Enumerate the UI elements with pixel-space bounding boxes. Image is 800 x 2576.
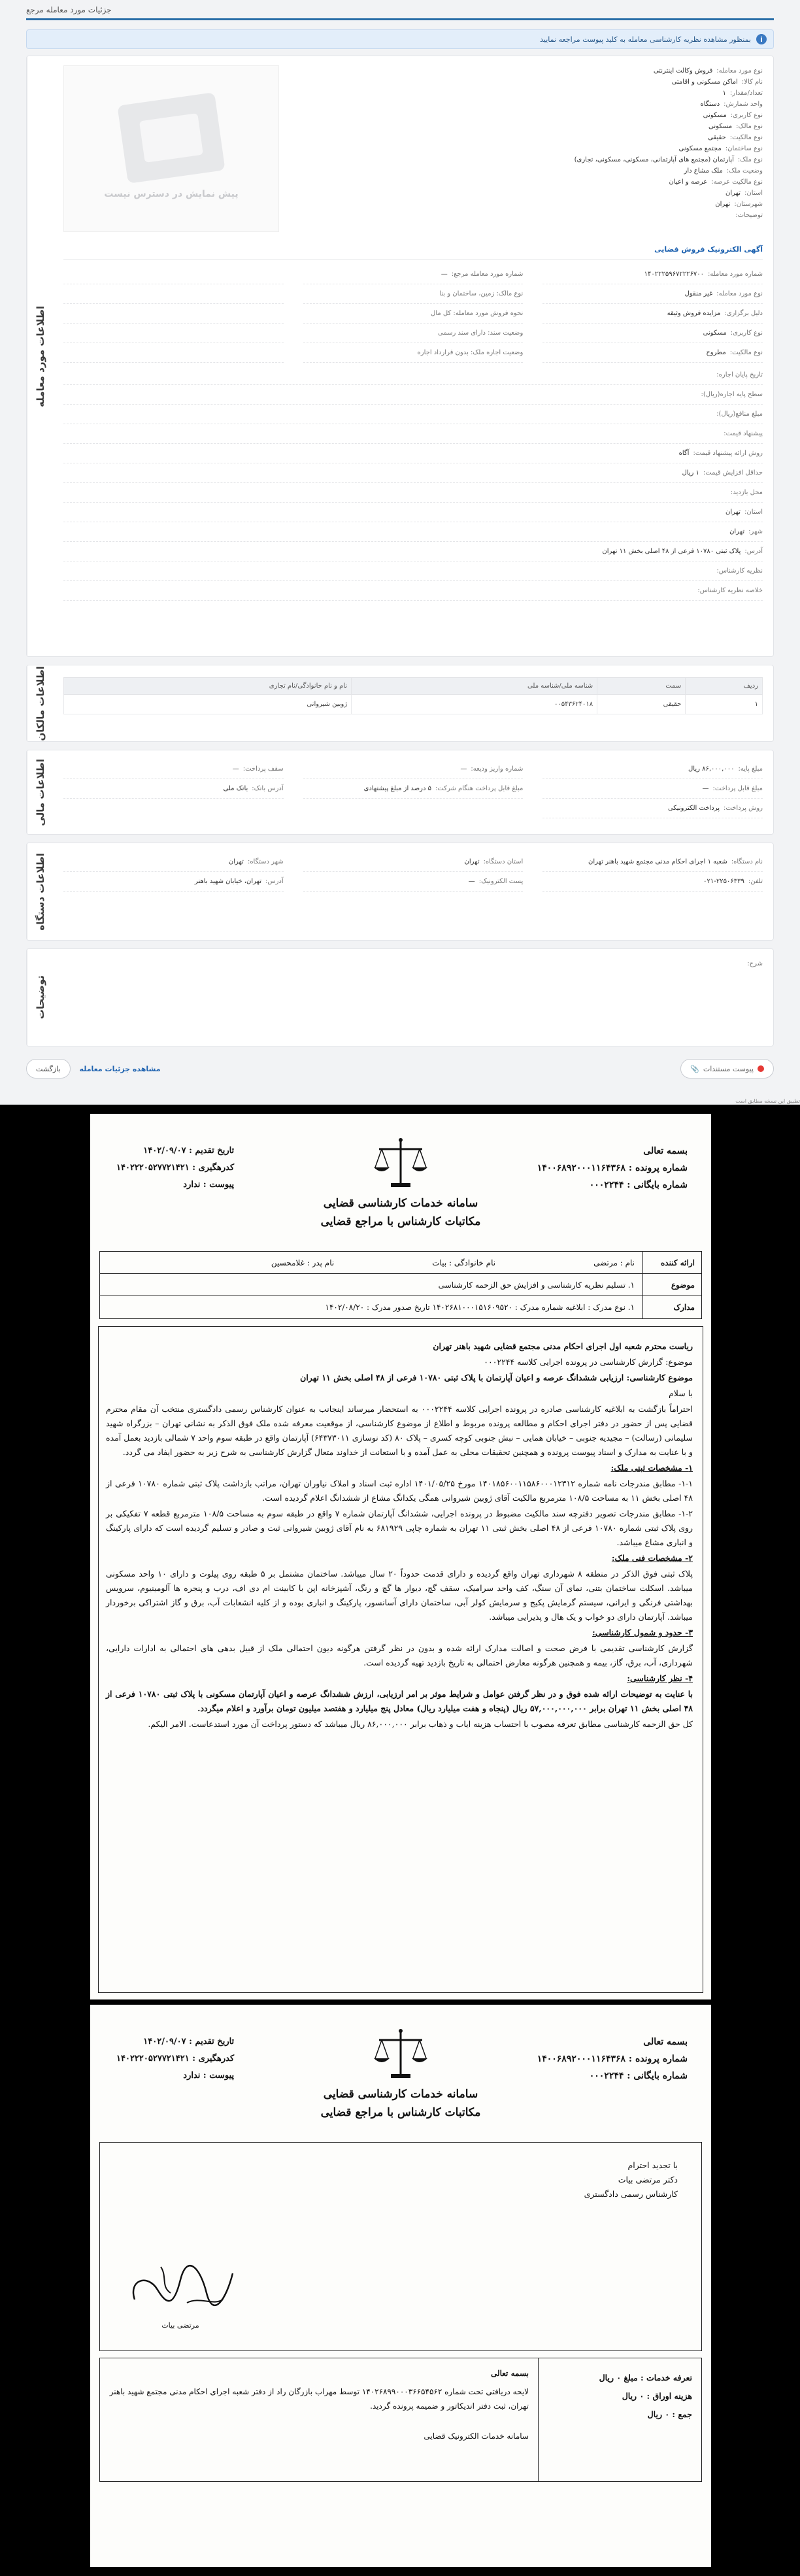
office-label: اطلاعات دستگاه [27,843,53,940]
table-row [64,695,763,714]
auction-link[interactable]: آگهی الکترونیک فروش قضایی [654,245,763,254]
field-label: وضعیت سند: دارای سند رسمی [437,329,524,337]
doc2-signature-box [99,2142,702,2351]
field-label: نظریه کارشناس: [716,567,763,575]
field-label: نام کالا: [741,78,763,86]
field-label: پست الکترونیک: [478,878,524,885]
transaction-body [53,56,773,656]
field-row [303,343,524,363]
notes-text: شرح: [747,960,763,967]
field-label: پیشنهاد قیمت: [724,430,763,437]
signature: مرتضی بیات [118,2254,242,2330]
financial-grid [63,760,763,818]
office-body [53,843,773,940]
field-row [482,99,763,110]
transaction-extra [63,365,763,601]
field-value: عرصه و اعیان [669,178,708,186]
field-row [303,304,524,324]
field-value: تهران [725,190,741,197]
field-value: مجتمع مسکونی [678,145,722,152]
field-label: نام دستگاه: [731,858,763,865]
field-row [63,343,284,363]
field-label: نوع مالکیت عرصه: [711,178,763,186]
field-row [482,199,763,210]
field-label: حداقل افزایش قیمت: [703,469,763,477]
doc1-header-left: تاریخ تقدیم : ۱۴۰۲/۰۹/۰۷ کدرهگیری : ۱۴۰۲۲۲۰۵۲۷۷۲۱۴۲۱ پیوست : ندارد [116,1146,235,1190]
table-cell: ۰۰۵۴۳۶۲۴۰۱۸ [352,695,597,714]
field-label: واحد شمارش: [724,101,763,108]
field-label: نوع مالک: زمین، ساختمان و بنا [439,290,524,297]
doc2-closing: با تجدید احترام دکتر مرتضی بیات کارشناس رسمی دادگستری [584,2160,678,2199]
field-value: — [232,765,239,773]
field-label: دلیل برگزاری: [724,310,763,317]
field-row [482,88,763,99]
owners-header-cell: سمت [597,678,686,695]
financial-section [26,750,774,835]
field-row [542,265,763,284]
notes-label: توضیحات [27,949,53,1046]
field-row [482,110,763,121]
field-value: بانک ملی [223,785,248,792]
transaction-fields [482,65,763,232]
field-row [482,210,763,221]
field-row [63,483,763,503]
field-label: خلاصه نظریه کارشناس: [697,587,763,594]
field-row [542,304,763,324]
field-value: ۱۴۰۲۲۲۵۹۶۷۲۲۲۶۷۰۰ [644,271,704,278]
field-label: آدرس: [265,878,284,885]
alert-badge-icon [758,1065,764,1072]
field-row [303,284,524,304]
field-label: شهر دستگاه: [247,858,284,865]
field-value: ۰۲۱-۲۲۵۰۶۳۳۹ [703,878,744,885]
field-label: شماره مورد معامله مرجع: [451,271,524,278]
field-label: روش پرداخت: [724,805,763,812]
fee-summary: تعرفه خدمات : مبلغ ۰ ریال هزینه اوراق : ۰ ریال جمع : ۰ ریال [538,2358,701,2481]
field-row [63,265,284,284]
field-row [63,503,763,522]
field-row [303,852,524,872]
field-value: تهران، خیابان شهید باهنر [194,878,262,885]
field-row [63,284,284,304]
table-cell: حقیقی [597,695,686,714]
field-row [63,522,763,542]
info-notice [26,29,774,49]
field-value: — [468,878,475,885]
field-label: نحوه فروش مورد معامله: کل مال [431,310,524,317]
table-cell: ۱ [686,695,763,714]
image-placeholder-text: پیش نمایش در دسترس نیست [104,188,239,199]
field-value: غیر منقول [684,290,713,297]
field-row [63,424,763,444]
owners-body [53,665,773,741]
title-underline [26,18,774,20]
transaction-section [26,56,774,657]
field-row [542,779,763,799]
field-label: مبلغ پایه: [738,765,763,773]
field-value: آپارتمان (مجتمع های آپارتمانی، مسکونی، مسکونی، تجاری) [574,156,734,163]
field-label: سطح پایه اجاره(ریال): [701,391,763,398]
field-label: استان: [744,190,763,197]
field-row [542,799,763,818]
field-value: آگاه [678,450,690,457]
field-label: شماره واریز ودیعه: [471,765,524,773]
field-row [482,143,763,154]
office-grid [63,852,763,892]
document-page-2 [90,2005,711,2567]
document-page-1 [90,1114,711,1999]
field-label: مبلغ قابل پرداخت هنگام شرکت: [435,785,524,792]
field-row [542,343,763,363]
field-label: استان: [744,509,763,516]
field-row [63,365,763,385]
field-row [542,324,763,343]
field-row [542,872,763,892]
field-value: ۵ درصد از مبلغ پیشنهادی [363,785,431,792]
field-label: سقف پرداخت: [242,765,284,773]
field-row [63,304,284,324]
field-label: استان دستگاه: [483,858,524,865]
transaction-grid [63,265,763,363]
field-value: مسکونی [708,123,733,130]
field-label: وضعیت اجاره ملک: بدون قرارداد اجاره [417,349,524,356]
field-label: تلفن: [748,878,763,885]
field-row [63,760,284,779]
field-value: مسکونی [703,329,727,337]
field-label: شماره مورد معامله: [707,271,763,278]
field-row [63,581,763,601]
field-row [482,65,763,76]
back-button[interactable]: بازگشت [26,1059,71,1079]
bottom-actions [26,1059,774,1079]
field-row [482,154,763,165]
page-title: جزئیات مورد معامله مرجع [26,5,112,14]
field-value: مطروح [706,349,726,356]
document-viewer[interactable] [0,1105,800,2576]
owners-table [63,677,763,714]
doc1-header [90,1114,711,1258]
field-row [303,324,524,343]
field-row [63,385,763,405]
field-row [542,760,763,779]
receipt-box: بسمه تعالی لایحه دریافتی تحت شماره ۱۴۰۲۶۸۹۹۰۰۰۳۶۶۵۴۵۶۲ توسط مهراب بازرگان راد از دفتر شعبه اجرای احکام مدنی مجتمع شهید باهنر تهران، ثبت دفتر اندیکاتور و ضمیمه پرونده گردید. سامانه خدمات الکترونیک قضایی [109,2369,529,2441]
table-cell: ژوبین شیروانی [64,695,352,714]
paperclip-icon: 📎 [690,1064,699,1073]
owners-section [26,665,774,742]
field-row [482,188,763,199]
doc1-system-name: سامانه خدمات کارشناسی قضایی [323,1197,478,1210]
field-row [303,779,524,799]
field-row [482,176,763,188]
field-value: تهران [725,509,741,516]
field-value: ملک مشاع دار [684,167,723,175]
justice-scales-icon [371,1133,430,1192]
financial-label: اطلاعات مالی [27,750,53,834]
field-row [482,165,763,176]
field-row [63,463,763,483]
field-label: مبلغ قابل پرداخت: [712,785,763,792]
signature-scribble-icon [122,2254,239,2319]
field-row [63,324,284,343]
justice-scales-icon [371,2024,430,2083]
owners-header-cell: شناسه ملی/شناسه ملی [352,678,597,695]
field-label: نوع مالکیت: [729,349,763,356]
field-row [482,132,763,143]
field-label: نوع ملک: [737,156,763,163]
field-value: شعبه ۱ اجرای احکام مدنی مجتمع شهید باهنر تهران [588,858,727,865]
field-value: ۱ ریال [682,469,699,477]
notes-body [53,949,773,1046]
field-value: تهران [464,858,480,865]
field-label: نوع کاربری: [730,112,763,119]
field-row [63,444,763,463]
field-label: نوع کاربری: [730,329,763,337]
field-value: مزایده فروش وثیقه [667,310,721,317]
field-value: — [702,785,709,792]
doc2-fee-box [99,2358,702,2482]
doc1-body: ریاست محترم شعبه اول اجرای احکام مدنی مجتمع قضایی شهید باهنر تهران موضوع: گزارش کارشناسی در پرونده اجرایی کلاسه ۰۰۰۲۲۴۴ موضوع کارشناسی: ارزیابی ششدانگ عرصه و اعیان آپارتمان با پلاک ثبتی ۱۰۷۸۰ فرعی از ۴۸ اصلی بخش ۱۱ تهران با سلام احتراماً بازگشت به ابلاغیه کارشناسی صادره در پرونده اجرایی کلاسه ۰۰۰۲۲۴۴ به استحضار میرساند اینجانب به عنوان کارشناس رسمی دادگستری منتخب آن مقام محترم قضایی پس از حضور در دفتر اجرای احکام و مطالعه پرونده مربوط و اطلاع از موضوع کارشناسی، از موقعیت معرفه شده ملک فوق الذکر به نشانی تهران – بزرگراه شهید سلیمانی (رسالت) – مجیدیه جنوبی – خیابان همایی – نبش جنوبی کوچه کسری – پلاک ۸۰ (کد نوسازی ۶۴۳۷۳۰۱۱) آپارتمان واقع در طبقه سوم واحد ۷ شمالی بازدید بعمل آمده و با عنایت به مدارک و اسناد پیوست پرونده و همچنین تحقیقات محلی به عمل آمده و با استعانت از خداوند متعال گزارش کارشناسی به شرح زیر به حضور ایفاد می گردد. ۱- مشخصات ثبتی ملک: ۱-۱- مطابق مندرجات نامه شماره ۱۴۰۱۸۵۶۰۰۱۱۵۸۶۰۰۰۱۲۳۱۲ مورخ ۱۴۰۱/۰۵/۲۵ اداره ثبت اسناد و املاک نیاوران تهران، مراتب بازداشت پلاک ثبتی شماره ۱۰۷۸۰ فرعی از ۴۸ اصلی بخش ۱۱ به مساحت ۱۰۸/۵ مترمربع مالکیت آقای ژوبین شیروانی همگی یکدانگ مشاع از ششدانگ اعلام گردیده است. ۱-۲- مطابق مندرجات تصویر دفترچه سند مالکیت مضبوط در پرونده اجرایی، ششدانگ آپارتمان شماره ۷ واقع در طبقه سوم به مساحت ۱۰۸/۵ مترمربع قطعه ۷ تفکیکی بر روی پلاک ثبتی شماره ۱۰۷۸۰ فرعی از ۴۸ اصلی بخش ثبتی ۱۱ تهران به شماره چاپی ۶۸۱۹۲۹ به نام آقای ژوبین شیروانی ثبت و صادر و تسلیم گردیده است که دارای پارکینگ و انباری مشاع میباشد. ۲- مشخصات فنی ملک: پلاک ثبتی فوق الذکر در منطقه ۸ شهرداری تهران واقع گردیده و دارای قدمت حدوداً ۲۰ سال میباشد. ساختمان مشتمل بر ۵ طبقه روی پیلوت و دارای ۱۰ واحد مسکونی میباشد. اسکلت ساختمان بتنی، نمای آن سنگ، کف واحد سرامیک، سقف گچ، دیوار ها گچ و رنگ، آشپزخانه اپن با کابینت ام دی اف، درب و پنجره ها آلومینیوم، سرویس بهداشتی فرنگی و ایرانی، سیستم گرمایش پکیج و سرمایش کولر آبی، ساختمان دارای آسانسور، پارکینگ و انباری بوده و از کلیه انشعابات آب، برق و گاز اشتراکی برخوردار میباشد. آپارتمان دارای دو خواب و یک هال و پذیرایی میباشد. ۳- حدود و شمول کارشناسی: گزارش کارشناسی تقدیمی با فرض صحت و اصالت مدارک ارائه شده و بدون در نظر گرفتن هرگونه دیون احتمالی ملک از قبیل بدهی های احتمالی به ادارات دارایی، شهرداری، آب، برق، گاز، بیمه و همچنین هرگونه معارض احتمالی به تاریخ بازدید تهیه گردیده است. ۴- نظر کارشناسی: با عنایت به توضیحات ارائه شده فوق و در نظر گرفتن عوامل و شرایط موثر بر امر ارزیابی، ارزش ششدانگ عرصه و اعیان آپارتمان مسکونی با پلاک ثبتی ۱۰۷۸۰ فرعی از ۴۸ اصلی بخش ۱۱ تهران برابر ۵۷,۰۰۰,۰۰۰,۰۰۰ ریال (پنجاه و هفت میلیارد ریال) معادل پنج میلیارد و هفتصد میلیون تومان برآورد و اعلام میگردد. کل حق الزحمه کارشناسی مطابق تعرفه مصوب با احتساب هزینه ایاب و ذهاب برابر ۸۶,۰۰۰,۰۰۰ ریال میباشد که دستور پرداخت آن مورد استدعاست. الامر الیکم. [106,1341,693,1729]
field-label: شهرستان: [734,201,763,208]
doc2-header: بسمه تعالی شماره پرونده : ۱۴۰۰۶۸۹۲۰۰۰۱۱۶۴۳۶۸ شماره بایگانی : ۰۰۰۲۲۴۴ سامانه خدمات کارشناسی قضایی مکاتبات کارشناس با مراجع قضایی تاریخ تقدیم : ۱۴۰۲/۰۹/۰۷ کدرهگیری : ۱۴۰۲۲۲۰۵۲۷۷۲۱۴۲۱ پیوست : ندارد [90,2005,711,2149]
owners-label: اطلاعات مالکان [27,665,53,741]
field-label: توضیحات: [735,212,763,219]
field-value: — [441,271,448,278]
notice-text: بمنظور مشاهده نظریه کارشناسی معامله به کلید پیوست مراجعه نمایید [540,35,751,44]
field-label: آدرس: [744,548,763,555]
field-row [63,872,284,892]
field-row [63,852,284,872]
field-value: فروش وکالت اینترنتی [653,67,713,75]
field-value: مسکونی [703,112,727,119]
field-value: حقیقی [708,134,726,141]
field-row [542,284,763,304]
field-row [303,265,524,284]
financial-body [53,750,773,834]
view-details-link[interactable]: مشاهده جزئیات معامله [79,1064,161,1073]
field-label: نوع مالک: [736,123,763,130]
field-row [63,542,763,561]
page-title-bar [26,5,774,14]
field-row [482,121,763,132]
field-row [303,872,524,892]
attachments-label: پیوست مستندات [703,1064,754,1073]
strip-caption: تطبیق این نسخه مطابق است [735,1098,800,1104]
field-value: تهران [228,858,244,865]
field-label: محل بازدید: [730,489,763,496]
field-label: نوع مورد معامله: [716,290,763,297]
owners-header-cell: نام و نام خانوادگی/نام تجاری [64,678,352,695]
field-row [63,405,763,424]
field-label: وضعیت ملک: [726,167,763,175]
doc1-system-sub: مکاتبات کارشناس با مراجع قضایی [320,1215,481,1228]
field-row [63,779,284,799]
info-icon: i [756,34,767,44]
attachments-button[interactable] [680,1059,774,1079]
app-panel [0,0,800,1105]
gavel-image-icon [117,92,225,184]
image-placeholder [63,65,279,232]
field-value: اماکن مسکونی و اقامتی [671,78,738,86]
field-label: نوع مالکیت: [729,134,763,141]
field-label: تاریخ پایان اجاره: [716,371,763,378]
field-value: دستگاه [700,101,720,108]
owners-header-row [64,678,763,695]
field-row [542,852,763,872]
owners-header-cell: ردیف [686,678,763,695]
field-value: ۱ [722,90,726,97]
field-value: پلاک ثبتی ۱۰۷۸۰ فرعی از ۴۸ اصلی بخش ۱۱ تهران [602,548,741,555]
field-label: آدرس بانک: [252,785,284,792]
field-row [303,760,524,779]
field-label: روش ارائه پیشنهاد قیمت: [693,450,763,457]
transaction-label: اطلاعات مورد معامله [27,56,53,656]
field-row [482,76,763,88]
field-row [63,561,763,581]
field-label: نوع ساختمان: [725,145,763,152]
field-value: تهران [729,528,745,535]
field-value: تهران [715,201,731,208]
doc1-meta-table: ارائه کننده نام : مرتضی نام خانوادگی : بیات نام پدر : غلامحسین موضوع ۱. تسلیم نظریه کارشناسی و افزایش حق الزحمه کارشناسی مدارک ۱. نوع مدرک : ابلاغیه شماره مدرک : ۱۴۰۲۶۸۱۰۰۰۱۵۱۶۰۹۵۲۰ تاریخ صدور مدرک : ۱۴۰۲/۰۸/۲۰ [99,1251,702,1319]
office-section [26,843,774,941]
field-label: نوع مورد معامله: [716,67,763,75]
field-value: ۸۶,۰۰۰,۰۰۰ ریال [688,765,735,773]
field-label: مبلغ منافع(ریال): [716,410,763,418]
doc1-header-right: بسمه تعالی شماره پرونده : ۱۴۰۰۶۸۹۲۰۰۰۱۱۶۴۳۶۸ شماره بایگانی : ۰۰۰۲۲۴۴ [537,1146,688,1190]
notes-section [26,948,774,1046]
field-value: — [460,765,467,773]
field-value: پرداخت الکترونیکی [667,805,720,812]
field-label: شهر: [748,528,763,535]
field-label: تعداد/مقدار: [729,90,763,97]
